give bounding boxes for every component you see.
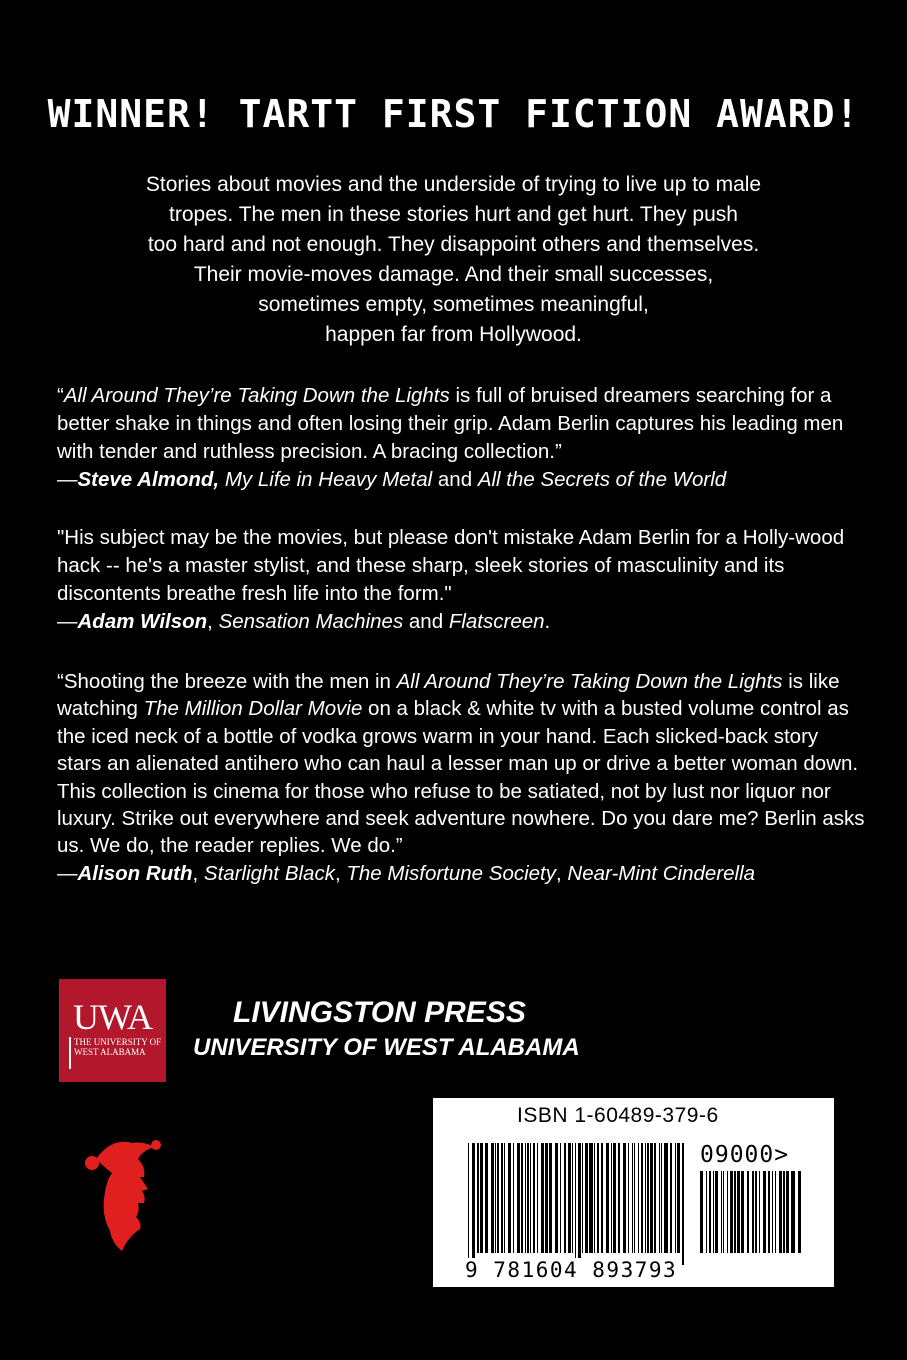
attribution-dash: —: [57, 468, 78, 491]
barcode-bar: [759, 1171, 760, 1253]
barcode-bar: [525, 1143, 526, 1253]
blurb-line: too hard and not enough. They disappoint others and themselves.: [147, 233, 760, 256]
barcode-bar: [647, 1143, 649, 1253]
quote-text: “: [57, 384, 64, 407]
barcode-bar: [638, 1143, 639, 1253]
blurb-line: Their movie-moves damage. And their small successes,: [193, 263, 714, 286]
review-quote-ruth: [57, 668, 867, 888]
barcode-bar: [747, 1171, 749, 1253]
award-banner: WINNER! TARTT FIRST FICTION AWARD!: [47, 92, 860, 136]
work-text: and: [432, 468, 478, 491]
barcode-bar: [504, 1143, 505, 1253]
barcode-bar: [472, 1143, 475, 1265]
work-title: All the Secrets of the World: [477, 468, 727, 491]
barcode-bar: [677, 1143, 680, 1253]
barcode-bar: [661, 1143, 662, 1253]
barcode-bar: [632, 1143, 633, 1253]
review-quote-almond: [57, 382, 867, 494]
barcode-bar: [601, 1143, 603, 1253]
work-text: ,: [192, 861, 204, 885]
barcode-bar: [755, 1171, 757, 1253]
isbn-barcode: [433, 1098, 834, 1287]
barcode-bar: [779, 1171, 782, 1253]
publisher-university: UNIVERSITY OF WEST ALABAMA: [193, 1034, 580, 1061]
barcode-bar: [495, 1143, 496, 1253]
barcode-bar: [485, 1143, 488, 1253]
barcode-bar: [715, 1171, 718, 1253]
barcode-bar: [491, 1143, 494, 1253]
isbn-label: ISBN 1-60489-379-6: [517, 1104, 719, 1127]
quote-title: All Around They’re Taking Down the Lights: [63, 384, 450, 407]
barcode-bar: [549, 1143, 552, 1253]
quote-attribution: [57, 608, 867, 636]
quote-author: Alison Ruth: [77, 861, 193, 885]
publisher-name: LIVINGSTON PRESS: [233, 996, 526, 1029]
author-works: [219, 468, 726, 491]
barcode-bar: [634, 1143, 635, 1253]
quote-text: is full of bruised dreamers searching for a better shake in things and often losing their grip. Adam Berlin captures his leading men with tender and ruthless precision. A bracing collection.”: [57, 384, 844, 463]
uwa-logo-mark: UWA: [73, 997, 152, 1037]
jester-head-icon: [82, 1133, 162, 1253]
barcode-bar: [545, 1143, 548, 1253]
barcode-bar: [530, 1143, 531, 1253]
price-addon-digits: 09000>: [700, 1142, 790, 1168]
work-title: My Life in Heavy Metal: [224, 468, 433, 491]
barcode-bar: [501, 1143, 503, 1253]
barcode-bar: [594, 1143, 595, 1253]
quote-text: “Shooting the breeze with the men in: [57, 670, 397, 693]
quote-text: "His subject may be the movies, but please don't mistake Adam Berlin for a Holly-wood hack -- he's a master stylist, and these sharp, sleek stories of masculinity and its discontents breathe fresh life into the form.": [57, 526, 845, 605]
barcode-bar: [783, 1171, 785, 1253]
barcode-bar: [468, 1143, 469, 1265]
ean-barcode-bars: [468, 1143, 686, 1265]
barcode-bar: [527, 1143, 529, 1253]
barcode-bar: [791, 1171, 795, 1253]
uwa-logo-subtitle: THE UNIVERSITY OF WEST ALABAMA: [74, 1037, 162, 1057]
blurb-line: tropes. The men in these stories hurt and get hurt. They push: [169, 203, 738, 226]
quote-attribution: [57, 466, 867, 494]
barcode-bar: [775, 1171, 776, 1253]
barcode-bar: [670, 1143, 672, 1253]
barcode-bar: [734, 1171, 736, 1253]
blurb-line: sometimes empty, sometimes meaningful,: [258, 293, 649, 316]
barcode-bar: [700, 1171, 703, 1253]
quote-author: Steve Almond,: [77, 468, 220, 491]
barcode-bar: [537, 1143, 538, 1253]
author-works: [207, 610, 550, 633]
author-works: [193, 862, 756, 885]
barcode-bar: [611, 1143, 612, 1253]
book-blurb: [60, 170, 847, 350]
barcode-bar: [564, 1143, 566, 1253]
barcode-bar: [541, 1143, 544, 1253]
work-title: Near-Mint Cinderella: [567, 861, 756, 885]
barcode-bar: [675, 1143, 676, 1253]
work-title: Sensation Machines: [218, 610, 404, 633]
addon-barcode-bars: [700, 1171, 804, 1265]
barcode-bar: [664, 1143, 668, 1253]
barcode-bar: [730, 1171, 733, 1253]
work-title: The Misfortune Society: [346, 861, 557, 885]
attribution-dash: —: [57, 861, 78, 885]
barcode-bar: [641, 1143, 643, 1253]
quote-title: The Million Dollar Movie: [143, 697, 363, 721]
barcode-bar: [623, 1143, 626, 1253]
barcode-bar: [723, 1171, 724, 1253]
barcode-bar: [578, 1143, 581, 1265]
attribution-dash: —: [57, 610, 78, 633]
barcode-bar: [572, 1143, 573, 1253]
barcode-bar: [575, 1143, 576, 1265]
barcode-bar: [650, 1143, 653, 1253]
barcode-bar: [709, 1171, 711, 1253]
work-text: ,: [334, 861, 347, 885]
barcode-bar: [568, 1143, 571, 1253]
quote-text: on a black & white tv with a busted volume control as the iced neck of a bottle of vodka grows warm in your hand. Each slicked-back story stars an alienated antihero who can haul a lesser man up or drive a better woman down. This collection is cinema for those who refuse to be satiated, not by lust nor liquor nor luxury. Strike out everywhere and seek adventure nowhere. Do you dare me? Berlin asks us. We do, the reader replies. We do.”: [57, 697, 865, 858]
barcode-bar: [768, 1171, 770, 1253]
quote-text: [57, 382, 867, 466]
barcode-bar: [798, 1171, 801, 1253]
barcode-bar: [763, 1171, 766, 1253]
barcode-bar: [477, 1143, 479, 1253]
review-quote-wilson: [57, 524, 867, 636]
barcode-bar: [508, 1143, 511, 1253]
barcode-bar: [533, 1143, 535, 1253]
barcode-bar: [741, 1171, 744, 1253]
barcode-bar: [497, 1143, 499, 1253]
barcode-bar: [582, 1143, 583, 1253]
barcode-bar: [517, 1143, 520, 1253]
ean-digits: 9 781604 893793: [465, 1258, 678, 1282]
barcode-bar: [480, 1143, 483, 1253]
barcode-bar: [589, 1143, 593, 1253]
work-text: ,: [556, 861, 568, 885]
work-text: .: [544, 610, 551, 633]
work-title: Starlight Black: [203, 861, 335, 885]
quote-text: is like watching: [57, 670, 840, 721]
quote-attribution: [57, 860, 867, 888]
barcode-bar: [645, 1143, 646, 1253]
blurb-line: happen far from Hollywood.: [325, 323, 582, 346]
barcode-bar: [786, 1171, 789, 1253]
work-text: and: [403, 610, 449, 633]
barcode-bar: [727, 1171, 728, 1253]
barcode-bar: [721, 1171, 722, 1253]
quote-text: [57, 668, 867, 860]
barcode-bar: [628, 1143, 629, 1253]
uwa-logo: [59, 979, 166, 1082]
barcode-bar: [737, 1171, 740, 1253]
barcode-bar: [521, 1143, 523, 1253]
barcode-bar: [585, 1143, 588, 1253]
barcode-bar: [713, 1171, 714, 1253]
logo-divider: [69, 1037, 71, 1069]
barcode-bar: [606, 1143, 609, 1253]
barcode-bar: [555, 1143, 558, 1253]
barcode-bar: [560, 1143, 561, 1253]
barcode-bar: [682, 1143, 684, 1265]
blurb-line: Stories about movies and the underside of trying to live up to male: [145, 173, 762, 196]
barcode-bar: [597, 1143, 599, 1253]
barcode-bar: [772, 1171, 773, 1253]
barcode-bar: [613, 1143, 616, 1253]
barcode-bar: [654, 1143, 656, 1253]
barcode-bar: [706, 1171, 707, 1253]
barcode-bar: [618, 1143, 620, 1253]
barcode-bar: [752, 1171, 754, 1253]
work-text: ,: [207, 610, 219, 633]
quote-text: [57, 524, 867, 608]
barcode-bar: [659, 1143, 660, 1253]
quote-title: All Around They’re Taking Down the Lights: [396, 670, 783, 693]
work-title: Flatscreen: [448, 610, 545, 633]
quote-author: Adam Wilson: [77, 610, 208, 633]
barcode-bar: [513, 1143, 514, 1253]
